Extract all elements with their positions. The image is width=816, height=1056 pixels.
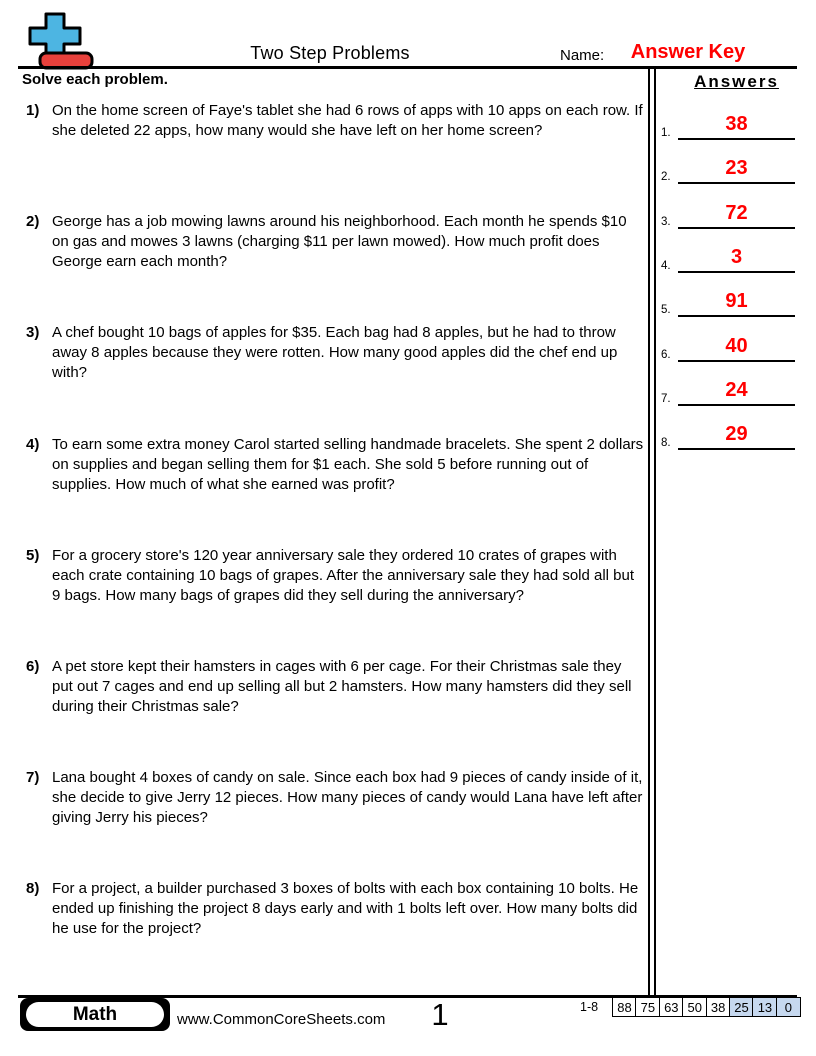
answer-value: 38 xyxy=(678,113,795,140)
answer-row-3 xyxy=(657,199,807,229)
problem-2 xyxy=(26,212,644,271)
answer-value: 3 xyxy=(678,246,795,273)
answers-column-header: Answers xyxy=(694,72,779,91)
problem-number: 5) xyxy=(26,547,40,564)
score-table xyxy=(612,997,801,1017)
score-cell: 63 xyxy=(659,997,684,1017)
score-cell-highlighted: 25 xyxy=(729,997,754,1017)
answer-row-4 xyxy=(657,243,807,273)
score-cell-highlighted: 13 xyxy=(752,997,777,1017)
problem-1 xyxy=(26,101,644,141)
problem-text: George has a job mowing lawns around his neighborhood. Each month he spends $10 on gas and mowes 3 lawns (charging $11 per lawn mowed). How much profit does George earn each month? xyxy=(52,213,627,270)
score-cell: 50 xyxy=(682,997,707,1017)
answer-value: 29 xyxy=(678,423,795,450)
problem-number: 6) xyxy=(26,658,40,675)
problem-text: A pet store kept their hamsters in cages with 6 per cage. For their Christmas sale they put out 7 cages and end up selling all but 2 hamsters. How many hamsters did they sell during their Christmas sale? xyxy=(52,658,632,715)
answer-value: 40 xyxy=(678,335,795,362)
problem-number: 8) xyxy=(26,880,40,897)
answers-column-divider xyxy=(648,68,656,996)
worksheet-instruction: Solve each problem. xyxy=(22,71,168,88)
answer-number: 8. xyxy=(661,437,671,449)
problem-number: 7) xyxy=(26,769,40,786)
answer-row-5 xyxy=(657,287,807,317)
problem-number: 4) xyxy=(26,436,40,453)
problem-4 xyxy=(26,435,644,494)
name-label: Name: xyxy=(560,47,605,64)
problem-number: 2) xyxy=(26,213,40,230)
problem-3 xyxy=(26,323,644,382)
answer-value: 23 xyxy=(678,157,795,184)
problem-text: For a grocery store's 120 year anniversary sale they ordered 10 crates of grapes with each crate containing 10 bags of grapes. After the anniversary sale they had sold all but 9 bags. How many bags of grapes did they sell during the anniversary? xyxy=(52,547,635,604)
answer-row-7 xyxy=(657,376,807,406)
problem-text: To earn some extra money Carol started selling handmade bracelets. She spent 2 dollars on supplies and began selling them for $1 each. She sold 5 before running out of supplies. How much of what she earned was profit? xyxy=(52,436,644,493)
problem-7 xyxy=(26,768,644,827)
score-cell-highlighted: 0 xyxy=(776,997,801,1017)
problem-5 xyxy=(26,546,644,605)
problem-text: A chef bought 10 bags of apples for $35. Each bag had 8 apples, but he had to throw away 8 apples because they were rotten. How many good apples did the chef end up with? xyxy=(52,324,618,381)
problem-8 xyxy=(26,879,644,938)
score-cell: 75 xyxy=(635,997,660,1017)
answer-number: 2. xyxy=(661,171,671,183)
answer-row-8 xyxy=(657,420,807,450)
page-number: 1 xyxy=(431,997,449,1032)
score-cell: 38 xyxy=(706,997,731,1017)
answer-number: 3. xyxy=(661,216,671,228)
answer-row-2 xyxy=(657,154,807,184)
answer-row-1 xyxy=(657,110,807,140)
subject-label: Math xyxy=(26,1002,164,1027)
answer-row-6 xyxy=(657,332,807,362)
problem-number: 1) xyxy=(26,102,40,119)
score-range-label: 1-8 xyxy=(580,1000,599,1014)
answer-value: 72 xyxy=(678,202,795,229)
website-link: www.CommonCoreSheets.com xyxy=(177,1011,386,1028)
answer-number: 1. xyxy=(661,127,671,139)
answer-value: 24 xyxy=(678,379,795,406)
header-divider xyxy=(18,66,797,69)
problem-6 xyxy=(26,657,644,716)
answer-value: 91 xyxy=(678,290,795,317)
answer-key-label: Answer Key xyxy=(630,41,746,63)
problem-text: Lana bought 4 boxes of candy on sale. Since each box had 9 pieces of candy inside of it, she decide to give Jerry 12 pieces. How many pieces of candy would Lana have left after giving Jerry his pieces? xyxy=(52,769,643,826)
score-cell: 88 xyxy=(612,997,637,1017)
answer-number: 5. xyxy=(661,304,671,316)
subject-badge xyxy=(20,998,170,1031)
problem-text: For a project, a builder purchased 3 boxes of bolts with each box containing 10 bolts. He ended up finishing the project 8 days early and with 1 bolts left over. How many bolts did he use for the project? xyxy=(52,880,639,937)
answer-number: 6. xyxy=(661,349,671,361)
answer-number: 4. xyxy=(661,260,671,272)
problem-number: 3) xyxy=(26,324,40,341)
page-title: Two Step Problems xyxy=(250,43,410,63)
answer-number: 7. xyxy=(661,393,671,405)
problem-text: On the home screen of Faye's tablet she had 6 rows of apps with 10 apps on each row. If she deleted 22 apps, how many would she have left on her home screen? xyxy=(52,102,643,139)
